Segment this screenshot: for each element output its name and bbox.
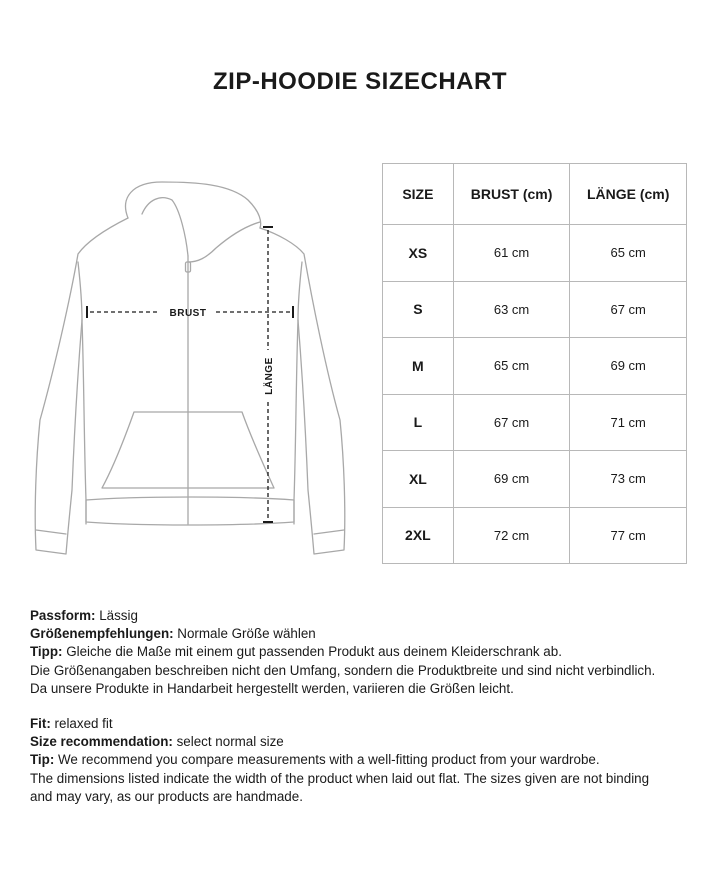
header-brust: BRUST (cm) xyxy=(453,164,570,225)
brust-cell: 61 cm xyxy=(453,225,570,282)
note-line: Die Größenangaben beschreiben nicht den Umfang, sondern die Produktbreite und sind nicht verbindlich. xyxy=(30,662,656,678)
notes-english xyxy=(30,715,700,806)
note-value: relaxed fit xyxy=(50,716,113,731)
right-cuff xyxy=(314,530,344,534)
laenge-cell: 71 cm xyxy=(570,394,687,451)
note-line xyxy=(30,751,700,769)
brust-cell: 67 cm xyxy=(453,394,570,451)
laenge-cell: 73 cm xyxy=(570,451,687,508)
left-sleeve xyxy=(35,218,128,554)
table-row xyxy=(383,394,687,451)
note-label: Fit: xyxy=(30,716,51,731)
header-laenge: LÄNGE (cm) xyxy=(570,164,687,225)
table-header-row xyxy=(383,164,687,225)
page-title: ZIP-HOODIE SIZECHART xyxy=(212,68,507,95)
note-value: Lässig xyxy=(95,608,138,623)
brust-cell: 69 cm xyxy=(453,451,570,508)
note-value: select normal size xyxy=(172,734,284,750)
note-label: Größenempfehlungen: xyxy=(30,626,174,642)
laenge-cell: 65 cm xyxy=(570,225,687,282)
table-row xyxy=(383,338,687,395)
size-cell: S xyxy=(383,281,454,338)
note-line: The dimensions listed indicate the width of the product when laid out flat. The sizes given are not binding xyxy=(30,770,650,786)
body-left-side xyxy=(82,320,86,524)
note-label: Tipp: xyxy=(30,644,63,660)
note-line xyxy=(30,715,700,733)
size-cell: L xyxy=(383,394,454,451)
note-value: Normale Größe wählen xyxy=(173,626,316,642)
size-table xyxy=(382,163,687,564)
laenge-label: LÄNGE xyxy=(264,357,275,395)
size-cell: XL xyxy=(383,451,454,508)
note-line xyxy=(30,607,700,625)
brust-cell: 65 cm xyxy=(453,338,570,395)
note-label: Size recommendation: xyxy=(30,734,173,750)
table-row xyxy=(383,225,687,282)
notes-german xyxy=(30,607,700,698)
body-right-side xyxy=(294,320,298,524)
note-line xyxy=(30,643,700,661)
hood-opening xyxy=(142,198,260,262)
hoodie-illustration xyxy=(20,170,360,570)
laenge-cell: 69 cm xyxy=(570,338,687,395)
note-line xyxy=(30,733,700,751)
laenge-cell: 67 cm xyxy=(570,281,687,338)
size-cell: M xyxy=(383,338,454,395)
note-label: Passform: xyxy=(30,608,96,623)
hood-outline xyxy=(126,182,261,228)
note-value: We recommend you compare measurements with a well-fitting product from your wardrobe. xyxy=(54,752,600,768)
size-cell: XS xyxy=(383,225,454,282)
brust-cell: 72 cm xyxy=(453,507,570,564)
left-cuff xyxy=(36,530,66,534)
size-cell: 2XL xyxy=(383,507,454,564)
header-size: SIZE xyxy=(383,164,454,225)
note-value: Gleiche die Maße mit einem gut passenden Produkt aus deinem Kleiderschrank ab. xyxy=(62,644,562,660)
note-line: Da unsere Produkte in Handarbeit hergestellt werden, variieren die Größen leicht. xyxy=(30,680,514,696)
note-label: Tip: xyxy=(30,752,55,768)
table-row xyxy=(383,507,687,564)
note-line: and may vary, as our products are handmade. xyxy=(30,788,303,804)
waistband xyxy=(86,497,294,525)
hoodie-diagram xyxy=(20,170,360,570)
note-line xyxy=(30,625,700,643)
brust-label: BRUST xyxy=(169,308,207,319)
laenge-cell: 77 cm xyxy=(570,507,687,564)
table-row xyxy=(383,281,687,338)
brust-cell: 63 cm xyxy=(453,281,570,338)
table-row xyxy=(383,451,687,508)
